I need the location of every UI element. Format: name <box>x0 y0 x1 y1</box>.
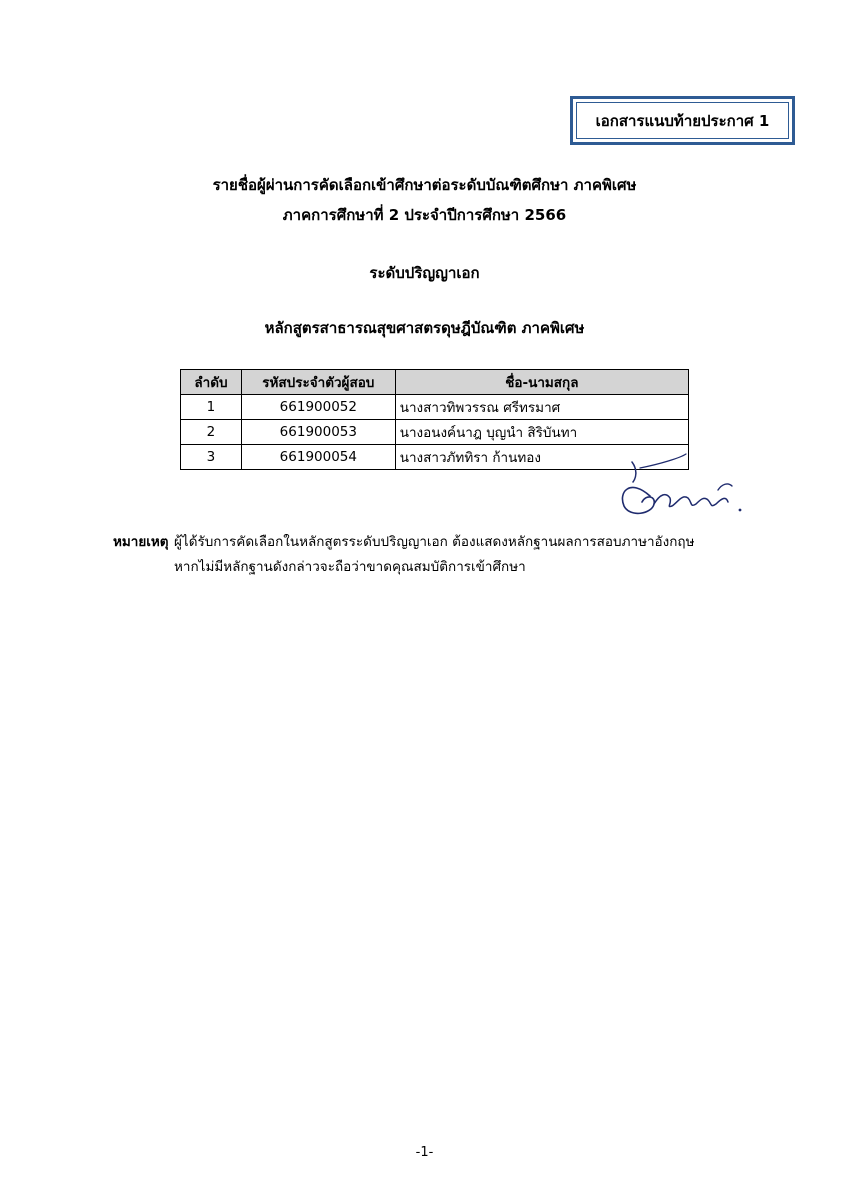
page-number: -1- <box>415 1145 434 1160</box>
program-name: หลักสูตรสาธารณสุขศาสตรดุษฎีบัณฑิต ภาคพิเศษ <box>264 319 585 337</box>
header-candidate-id: รหัสประจำตัวผู้สอบ <box>241 370 395 395</box>
remark-line2: หากไม่มีหลักฐานดังกล่าวจะถือว่าขาดคุณสมบัติการเข้าศึกษา <box>174 559 526 575</box>
cell-candidate-id: 661900054 <box>241 445 395 470</box>
table-row <box>181 395 689 420</box>
table-row <box>181 420 689 445</box>
handwritten-signature <box>600 448 750 520</box>
annex-label-box <box>570 96 795 145</box>
table-header-row <box>181 370 689 395</box>
document-title-line2: ภาคการศึกษาที่ 2 ประจำปีการศึกษา 2566 <box>282 206 567 224</box>
cell-candidate-id: 661900052 <box>241 395 395 420</box>
header-full-name: ชื่อ-นามสกุล <box>395 370 688 395</box>
cell-candidate-id: 661900053 <box>241 420 395 445</box>
cell-full-name: นางสาวภัททิรา ก้านทอง <box>395 445 688 470</box>
cell-full-name: นางสาวทิพวรรณ ศรีทรมาศ <box>395 395 688 420</box>
cell-full-name: นางอนงค์นาฎ บุญนำ สิริบันทา <box>395 420 688 445</box>
document-title-line1: รายชื่อผู้ผ่านการคัดเลือกเข้าศึกษาต่อระดับบัณฑิตศึกษา ภาคพิเศษ <box>212 176 637 194</box>
header-number: ลำดับ <box>181 370 242 395</box>
remark-label: หมายเหตุ <box>113 534 169 550</box>
cell-number: 1 <box>181 395 242 420</box>
cell-number: 3 <box>181 445 242 470</box>
degree-level: ระดับปริญญาเอก <box>369 264 480 282</box>
remark-line1: ผู้ได้รับการคัดเลือกในหลักสูตรระดับปริญญาเอก ต้องแสดงหลักฐานผลการสอบภาษาอังกฤษ <box>174 534 695 550</box>
remark-text <box>174 530 754 580</box>
annex-label: เอกสารแนบท้ายประกาศ 1 <box>576 102 789 139</box>
cell-number: 2 <box>181 420 242 445</box>
